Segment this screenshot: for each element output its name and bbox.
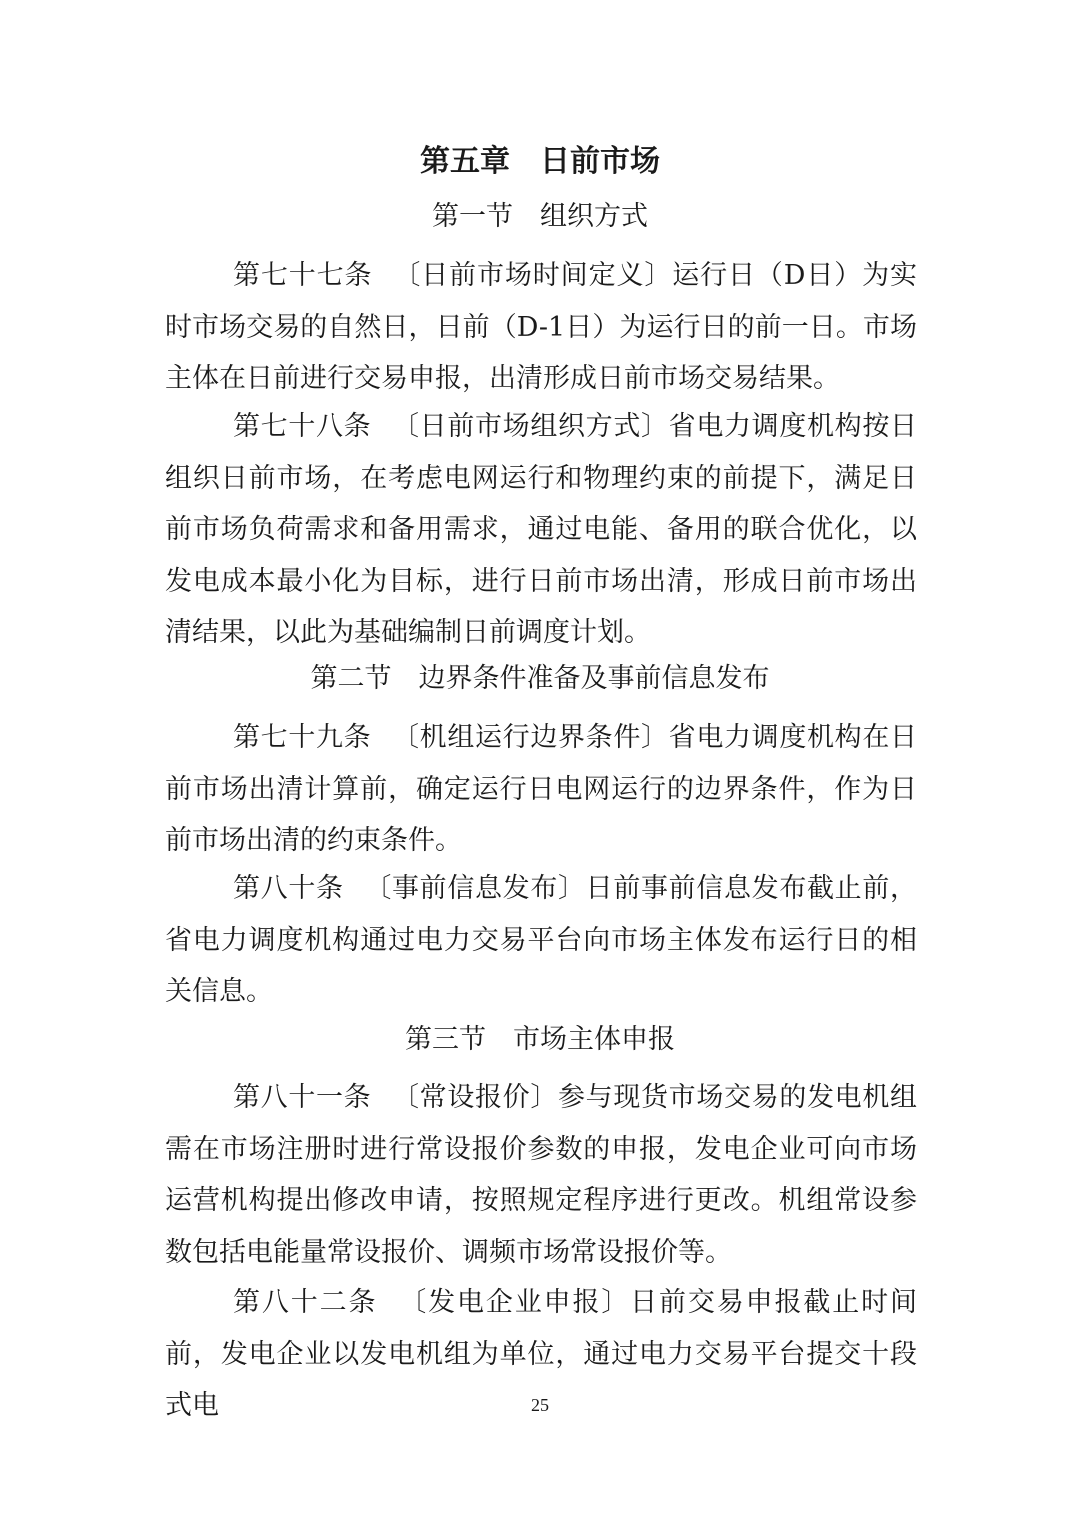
article-text: 〔发电企业申报〕日前交易申报截止时间前，发电企业以发电机组为单位，通过电力交易平台提交十段式电: [165, 1287, 918, 1421]
article-78: [165, 401, 917, 659]
article-number: 第八十一条: [233, 1082, 372, 1113]
section-title-2: 第二节 边界条件准备及事前信息发布: [310, 663, 770, 694]
article-text: 〔常设报价〕参与现货市场交易的发电机组需在市场注册时进行常设报价参数的申报，发电企业可向市场运营机构提出修改申请，按照规定程序进行更改。机组常设参数包括电能量常设报价、调频市场常设报价等。: [165, 1082, 918, 1268]
article-number: 第七十七条: [233, 260, 373, 291]
section-title-3: 第三节 市场主体申报: [405, 1024, 675, 1055]
article-number: 第八十条: [233, 873, 344, 904]
article-text: 〔事前信息发布〕日前事前信息发布截止前，省电力调度机构通过电力交易平台向市场主体发布运行日的相关信息。: [165, 873, 918, 1007]
article-80: [165, 863, 917, 1018]
article-text: 〔机组运行边界条件〕省电力调度机构在日前市场出清计算前，确定运行日电网运行的边界条件，作为日前市场出清的约束条件。: [165, 722, 918, 856]
article-number: 第七十八条: [233, 411, 372, 442]
article-text: 〔日前市场时间定义〕运行日（D日）为实时市场交易的自然日，日前（D-1日）为运行日的前一日。市场主体在日前进行交易申报，出清形成日前市场交易结果。: [165, 260, 917, 394]
article-number: 第七十九条: [233, 722, 372, 753]
section-title-1: 第一节 组织方式: [432, 201, 648, 232]
article-number: 第八十二条: [233, 1287, 378, 1318]
article-77: [165, 250, 917, 405]
article-81: [165, 1072, 917, 1278]
page-number: 25: [531, 1395, 549, 1415]
article-79: [165, 712, 917, 867]
article-text: 〔日前市场组织方式〕省电力调度机构按日组织日前市场，在考虑电网运行和物理约束的前提下，满足日前市场负荷需求和备用需求，通过电能、备用的联合优化，以发电成本最小化为目标，进行日前市场出清，形成日前市场出清结果，以此为基础编制日前调度计划。: [165, 411, 918, 648]
chapter-title: 第五章 日前市场: [420, 144, 660, 179]
